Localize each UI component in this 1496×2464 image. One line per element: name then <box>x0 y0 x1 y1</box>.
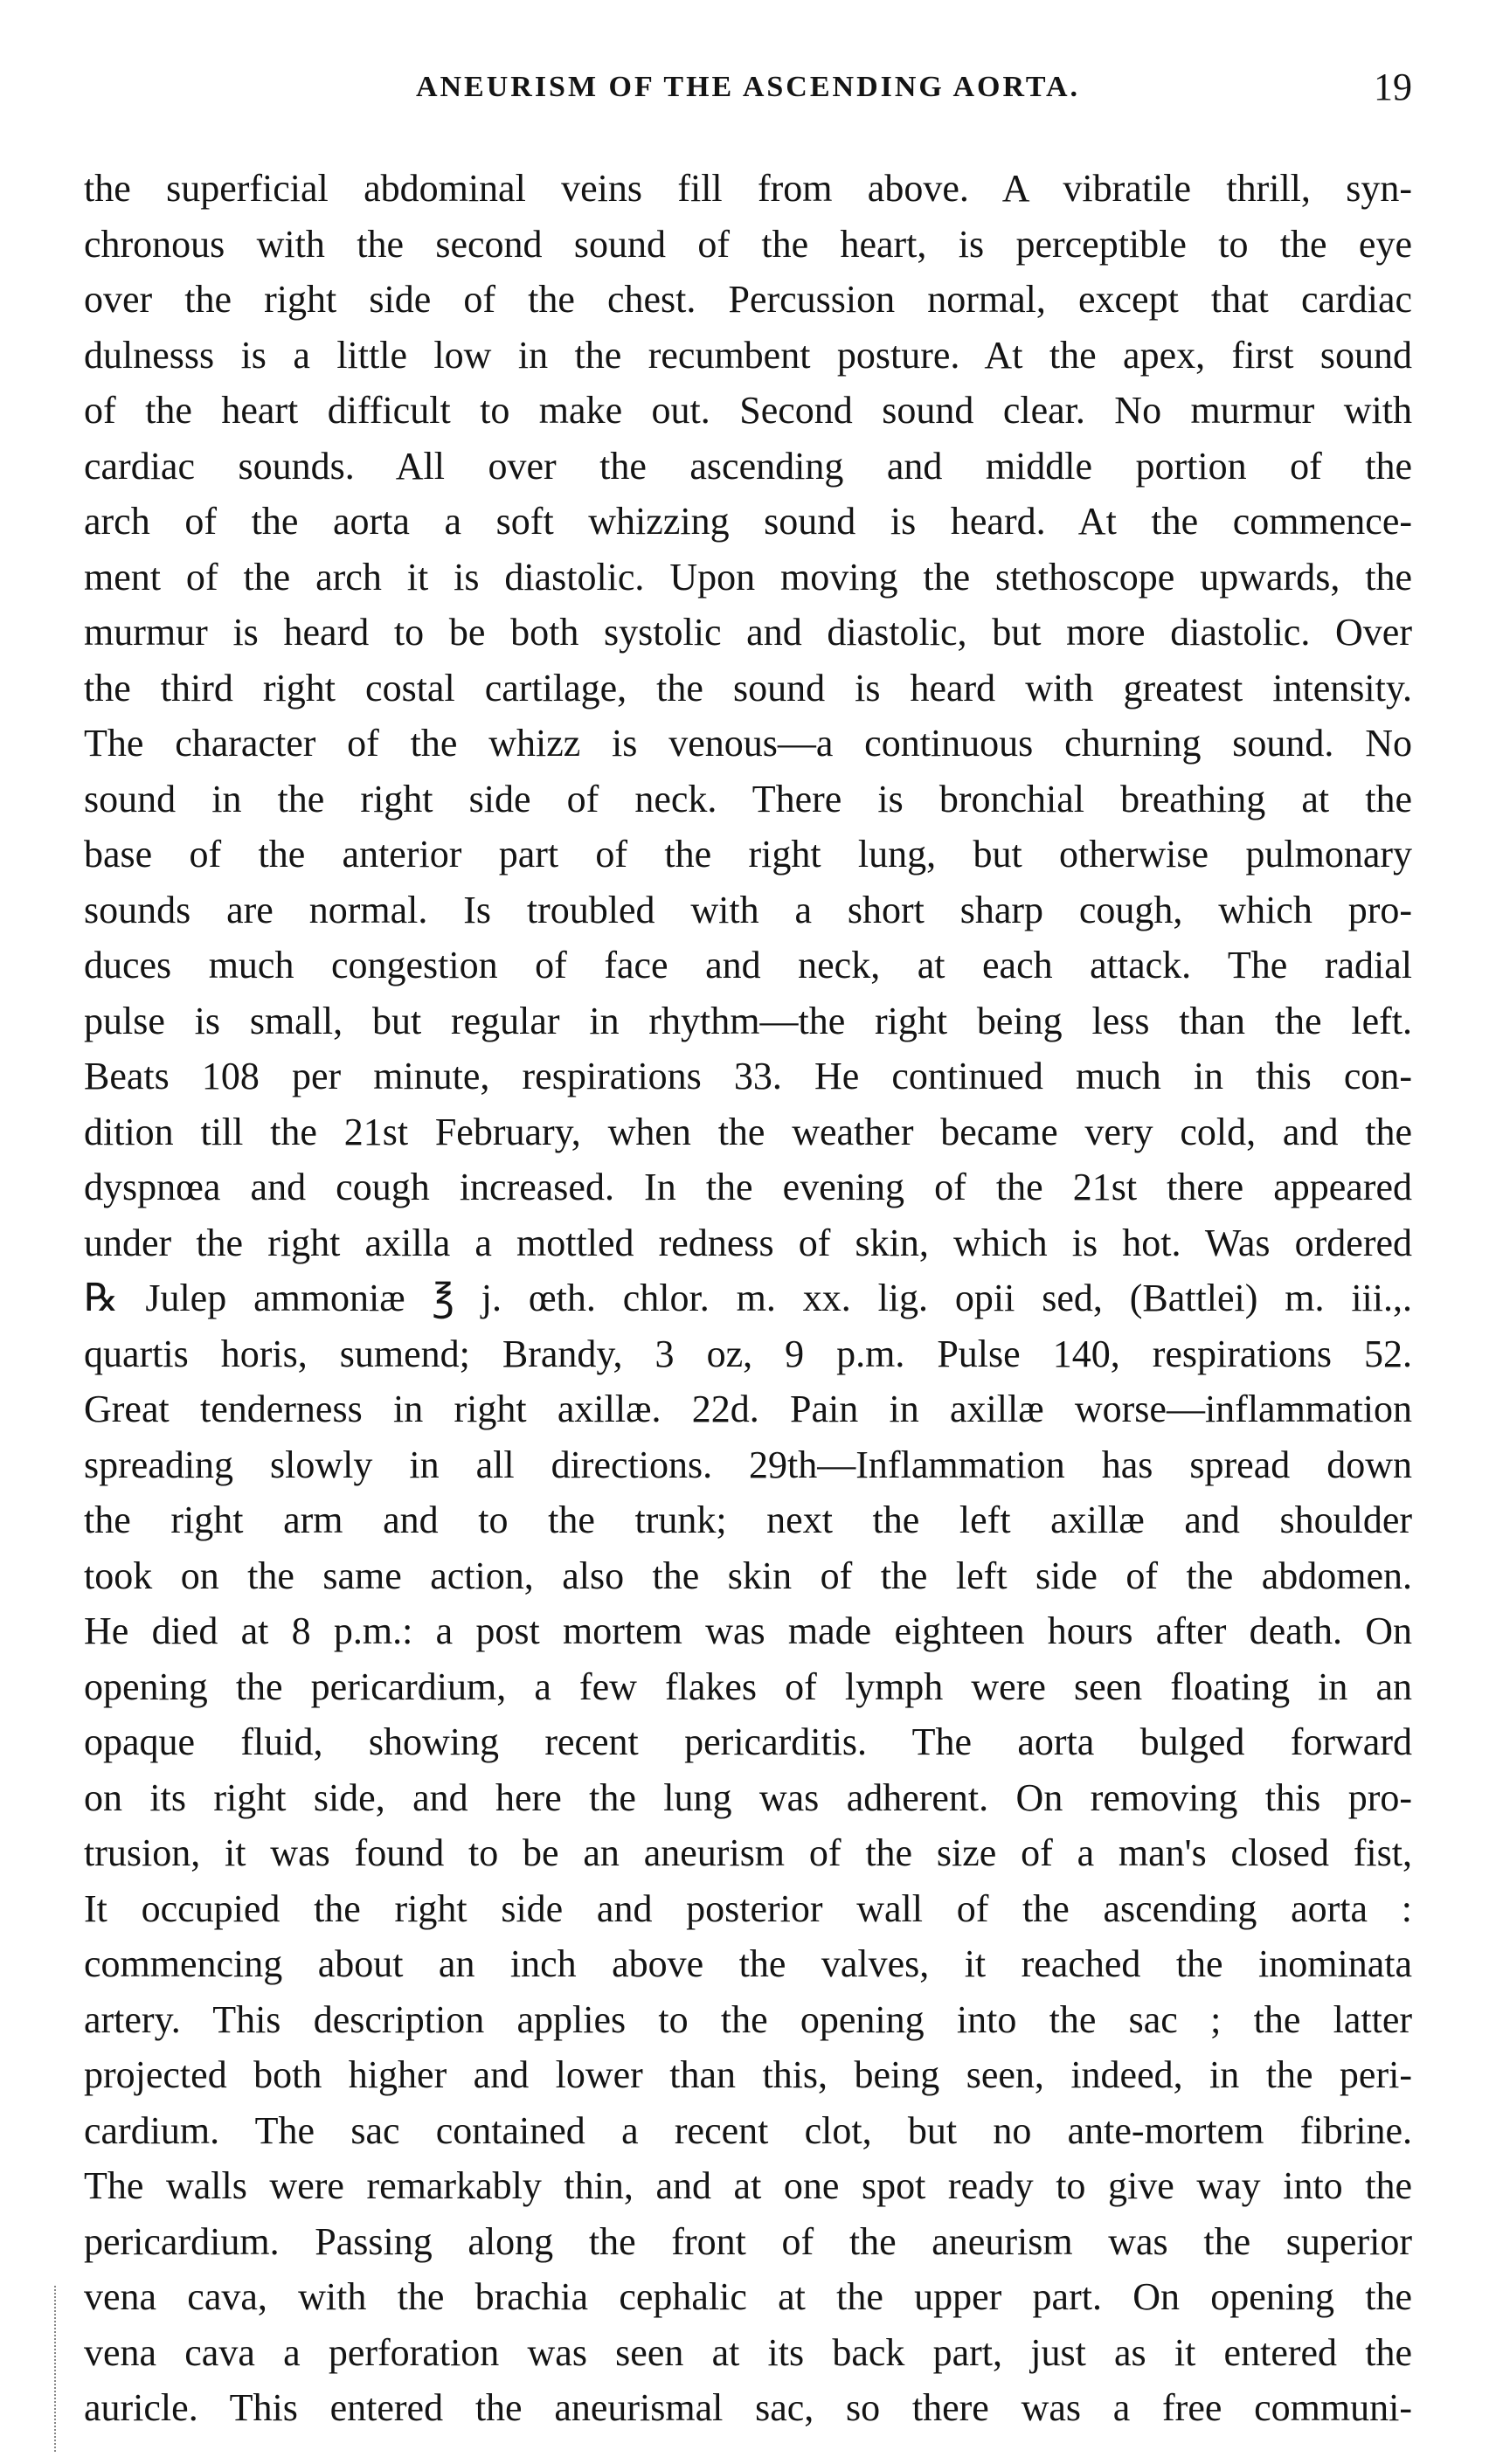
text-line: murmur is heard to be both systolic and diastolic, but more diastolic. Over <box>84 611 1412 654</box>
text-line: spreading slowly in all directions. 29th—Inflammation has spread down <box>84 1443 1412 1486</box>
text-line: Beats 108 per minute, respirations 33. He continued much in this con- <box>84 1055 1412 1097</box>
text-line: He died at 8 p.m.: a post mortem was made eighteen hours after death. On <box>84 1609 1412 1652</box>
text-line: quartis horis, sumend; Brandy, 3 oz, 9 p.m. Pulse 140, respirations 52. <box>84 1332 1412 1375</box>
text-line: The character of the whizz is venous—a continuous churning sound. No <box>84 722 1412 765</box>
text-line: base of the anterior part of the right lung, but otherwise pulmonary <box>84 833 1412 876</box>
text-line: on its right side, and here the lung was adherent. On removing this pro- <box>84 1775 1412 1819</box>
text-line: over the right side of the chest. Percussion normal, except that cardiac <box>84 278 1412 321</box>
text-line: sounds are normal. Is troubled with a short sharp cough, which pro- <box>84 888 1412 931</box>
text-line: sound in the right side of neck. There is bronchial breathing at the <box>84 777 1412 820</box>
text-line: vena cava, with the brachia cephalic at the upper part. On opening the <box>84 2275 1412 2318</box>
text-line: projected both higher and lower than this, being seen, indeed, in the peri- <box>84 2053 1412 2096</box>
text-line: of the heart difficult to make out. Second sound clear. No murmur with <box>84 389 1412 432</box>
text-line: opaque fluid, showing recent pericarditis. The aorta bulged forward <box>84 1720 1412 1763</box>
text-line: opening the pericardium, a few flakes of lymph were seen floating in an <box>84 1665 1412 1708</box>
chapter-title: ANEURISM OF THE ASCENDING AORTA. <box>415 71 1081 103</box>
text-line: cardiac sounds. All over the ascending and middle portion of the <box>84 444 1412 488</box>
page-number: 19 <box>1374 66 1412 108</box>
text-line: duces much congestion of face and neck, at each attack. The radial <box>84 944 1412 986</box>
text-line: It occupied the right side and posterior wall of the ascending aorta : <box>84 1886 1412 1930</box>
body-text <box>84 161 1412 2436</box>
text-line: vena cava a perforation was seen at its back part, just as it entered the <box>84 2330 1412 2374</box>
text-line: the third right costal cartilage, the sound is heard with greatest intensity. <box>84 666 1412 709</box>
margin-mark <box>54 2286 58 2452</box>
text-line: chronous with the second sound of the heart, is perceptible to the eye <box>84 222 1412 266</box>
text-line: dition till the 21st February, when the weather became very cold, and the <box>84 1110 1412 1153</box>
text-line: pulse is small, but regular in rhythm—the right being less than the left. <box>84 999 1412 1042</box>
text-line: The walls were remarkably thin, and at one spot ready to give way into the <box>84 2164 1412 2207</box>
text-line: ment of the arch it is diastolic. Upon moving the stethoscope upwards, the <box>84 555 1412 599</box>
text-line: ℞ Julep ammoniæ ℥ j. œth. chlor. m. xx. lig. opii sed, (Battlei) m. iii.,. <box>84 1277 1412 1319</box>
text-line: artery. This description applies to the opening into the sac ; the latter <box>84 1997 1412 2041</box>
text-line: under the right axilla a mottled redness of skin, which is hot. Was ordered <box>84 1221 1412 1264</box>
text-line: arch of the aorta a soft whizzing sound is heard. At the commence- <box>84 500 1412 543</box>
text-line: trusion, it was found to be an aneurism of the size of a man's closed fist, <box>84 1831 1412 1874</box>
text-line: pericardium. Passing along the front of the aneurism was the superior <box>84 2219 1412 2263</box>
text-line: cardium. The sac contained a recent clot, but no ante-mortem fibrine. <box>84 2108 1412 2152</box>
text-line: dyspnœa and cough increased. In the evening of the 21st there appeared <box>84 1166 1412 1208</box>
text-line: Great tenderness in right axillæ. 22d. Pain in axillæ worse—inflammation <box>84 1388 1412 1430</box>
text-line: commencing about an inch above the valves, it reached the inominata <box>84 1942 1412 1985</box>
text-line: dulnesss is a little low in the recumbent posture. At the apex, first sound <box>84 333 1412 377</box>
text-line: the superficial abdominal veins fill from above. A vibratile thrill, syn- <box>84 167 1412 210</box>
text-line: auricle. This entered the aneurismal sac, so there was a free communi- <box>84 2386 1412 2429</box>
running-header <box>84 61 1412 114</box>
text-line: took on the same action, also the skin of the left side of the abdomen. <box>84 1554 1412 1597</box>
text-line: the right arm and to the trunk; next the left axillæ and shoulder <box>84 1498 1412 1541</box>
